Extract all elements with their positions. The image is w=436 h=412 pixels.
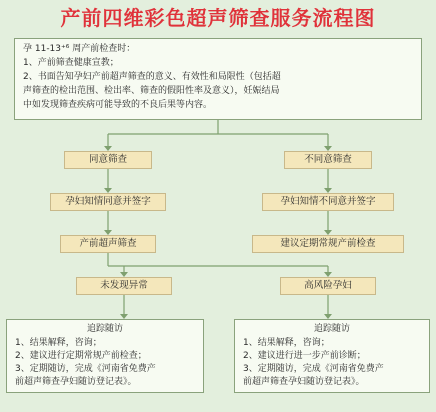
followup-right-box xyxy=(234,319,430,393)
intro-box xyxy=(14,38,422,120)
routine-checkup-box: 建议定期常规产前检查 xyxy=(252,235,404,253)
followup-line: 前超声筛查孕妇随访登记表》。 xyxy=(15,377,137,387)
intro-line: 声筛查的检出范围、检出率、筛查的假阳性率及意义），妊娠结局 xyxy=(23,86,280,96)
followup-line: 1、结果解释，咨询； xyxy=(243,338,330,348)
high-risk-box: 高风险孕妇 xyxy=(280,277,376,295)
followup-line: 3、定期随访，完成《河南省免费产 xyxy=(15,364,156,374)
disagree-consent-box: 孕妇知情不同意并签字 xyxy=(262,193,394,211)
intro-line: 孕 11-13⁺⁶ 周产前检查时： xyxy=(23,44,136,54)
followup-left-box xyxy=(6,319,204,393)
followup-title: 追踪随访 xyxy=(313,324,350,334)
disagree-screening-box: 不同意筛查 xyxy=(284,151,372,169)
followup-line: 2、建议进行定期常规产前检查； xyxy=(15,351,147,361)
intro-line: 中如发现筛查疾病可能导致的不良后果等内容。 xyxy=(23,100,213,110)
followup-title: 追踪随访 xyxy=(86,324,123,334)
agree-screening-box: 同意筛查 xyxy=(64,151,152,169)
followup-line: 3、定期随访，完成《河南省免费产 xyxy=(243,364,384,374)
prenatal-ultrasound-box: 产前超声筛查 xyxy=(60,235,156,253)
intro-line: 1、产前筛查健康宣教； xyxy=(23,58,119,68)
followup-line: 1、结果解释，咨询； xyxy=(15,338,102,348)
followup-line: 前超声筛查孕妇随访登记表》。 xyxy=(243,377,365,387)
followup-line: 2、建议进行进一步产前诊断； xyxy=(243,351,366,361)
no-abnormality-box: 未发现异常 xyxy=(76,277,172,295)
page-title: 产前四维彩色超声筛查服务流程图 xyxy=(60,6,376,30)
agree-consent-box: 孕妇知情同意并签字 xyxy=(50,193,166,211)
intro-line: 2、书面告知孕妇产前超声筛查的意义、有效性和局限性（包括超 xyxy=(23,72,281,82)
